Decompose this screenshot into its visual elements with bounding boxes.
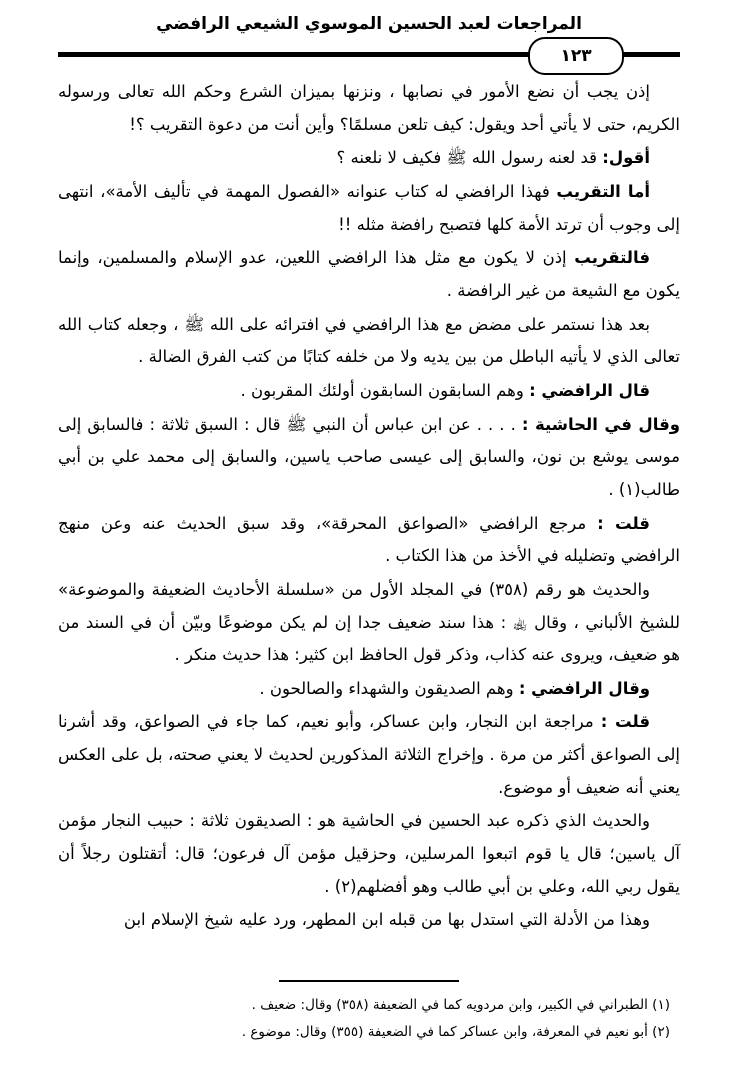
paragraph-9 [58, 574, 680, 672]
paragraph-4 [58, 242, 680, 307]
paragraph-6 [58, 375, 680, 408]
paragraph-13-text: وهذا من الأدلة التي استدل بها من قبله ابن المطهر، ورد عليه شيخ الإسلام ابن [123, 910, 650, 930]
paragraph-1 [58, 76, 680, 141]
page-body [0, 70, 738, 937]
paragraph-12-text: والحديث الذي ذكره عبد الحسين في الحاشية هو : الصديقون ثلاثة : حبيب النجار مؤمن آل ياسين؛ قال يا قوم اتبعوا المرسلين، وحزقيل مؤمن آل فرعون؛ قال: أتقتلون رجلاً أن يقول ربي الله، وعلي بن أبي طالب وهو أفضلهم(٢) . [58, 811, 680, 896]
paragraph-3-text: فهذا الرافضي له كتاب عنوانه «الفصول المهمة في تأليف الأمة»، انتهى إلى وجوب أن ترتد الأمة كلها فتصبح رافضة مثله !! [58, 181, 680, 234]
paragraph-3-label: أما التقريب [556, 181, 650, 201]
paragraph-2-text: قد لعنه رسول الله ﷺ فكيف لا نلعنه ؟ [336, 148, 598, 168]
paragraph-10 [58, 673, 680, 706]
paragraph-2-label: أقول: [602, 148, 650, 168]
paragraph-8-label: قلت : [597, 513, 650, 533]
page-number: ١٢٣ [560, 46, 592, 67]
page-number-badge [528, 37, 624, 75]
page-header [0, 0, 738, 70]
paragraph-6-label: قال الرافضي : [529, 380, 650, 400]
footnote-2: (٢) أبو نعيم في المعرفة، وابن عساكر كما في الضعيفة (٣٥٥) وقال: موضوع . [241, 1023, 670, 1040]
paragraph-3 [58, 176, 680, 241]
paragraph-11 [58, 706, 680, 804]
paragraph-8-text: مرجع الرافضي «الصواعق المحرقة»، وقد سبق الحديث عنه وعن منهج الرافضي وتضليله في الأخذ من هذا الكتاب . [58, 513, 680, 566]
paragraph-7 [58, 409, 680, 507]
paragraph-11-label: قلت : [600, 712, 650, 732]
paragraph-5 [58, 309, 680, 374]
paragraph-8 [58, 508, 680, 573]
paragraph-7-text: . . . . عن ابن عباس أن النبي ﷺ قال : السبق ثلاثة : فالسابق إلى موسى يوشع بن نون، والسابق إلى عيسى صاحب ياسين، والسابق إلى محمد علي بن أبي طالب(١) . [58, 414, 680, 499]
header-rule-group [58, 42, 680, 72]
paragraph-5-text: بعد هذا نستمر على مضض مع هذا الرافضي في افترائه على الله ﷺ ، وجعله كتاب الله تعالى الذي لا يأتيه الباطل من بين يديه ولا من خلفه كتابًا من كتب الفرق الضالة . [58, 314, 680, 367]
paragraph-6-text: وهم السابقون السابقون أولئك المقربون . [240, 380, 524, 400]
paragraph-7-label: وقال في الحاشية : [521, 414, 681, 434]
paragraph-11-text: مراجعة ابن النجار، وابن عساكر، وأبو نعيم، كما جاء في الصواعق، وقد أشرنا إلى الصواعق أكثر من مرة . وإخراج الثلاثة المذكورين لحديث لا يعني صحته، بل على العكس يعني أنه ضعيف أو موضوع. [58, 712, 680, 797]
paragraph-1-text: إذن يجب أن نضع الأمور في نصابها ، ونزنها بميزان الشرع وحكم الله تعالى ورسوله الكريم، حتى لا يأتي أحد ويقول: كيف تلعن مسلمًا؟ وأين أنت من دعوة التقريب ؟! [58, 82, 680, 134]
footnote-separator [279, 980, 459, 982]
paragraph-4-label: فالتقريب [574, 248, 650, 268]
paragraph-10-label: وقال الرافضي : [518, 678, 650, 698]
book-title-header: المراجعات لعبد الحسين الموسوي الشيعي الرافضي [156, 14, 582, 34]
paragraph-2 [58, 142, 680, 175]
paragraph-13 [58, 904, 680, 937]
paragraph-9-text: والحديث هو رقم (٣٥٨) في المجلد الأول من «سلسلة الأحاديث الضعيفة والموضوعة» للشيخ الألباني ، وقال ﵀ : هذا سند ضعيف جدا إن لم يكن موضوعًا وبيّن أن في السند من هو ضعيف، ويروى عنه كذاب، وذكر قول الحافظ ابن كثير: هذا حديث منكر . [58, 579, 680, 665]
footnote-area [0, 980, 738, 1045]
footnote-1: (١) الطبراني في الكبير، وابن مردويه كما في الضعيفة (٣٥٨) وقال: ضعيف . [251, 997, 670, 1014]
paragraph-10-text: وهم الصديقون والشهداء والصالحون . [259, 678, 514, 698]
paragraph-4-text: إذن لا يكون مع مثل هذا الرافضي اللعين، عدو الإسلام والمسلمين، وإنما يكون مع الشيعة من غير الرافضة . [58, 248, 680, 300]
paragraph-12 [58, 805, 680, 903]
